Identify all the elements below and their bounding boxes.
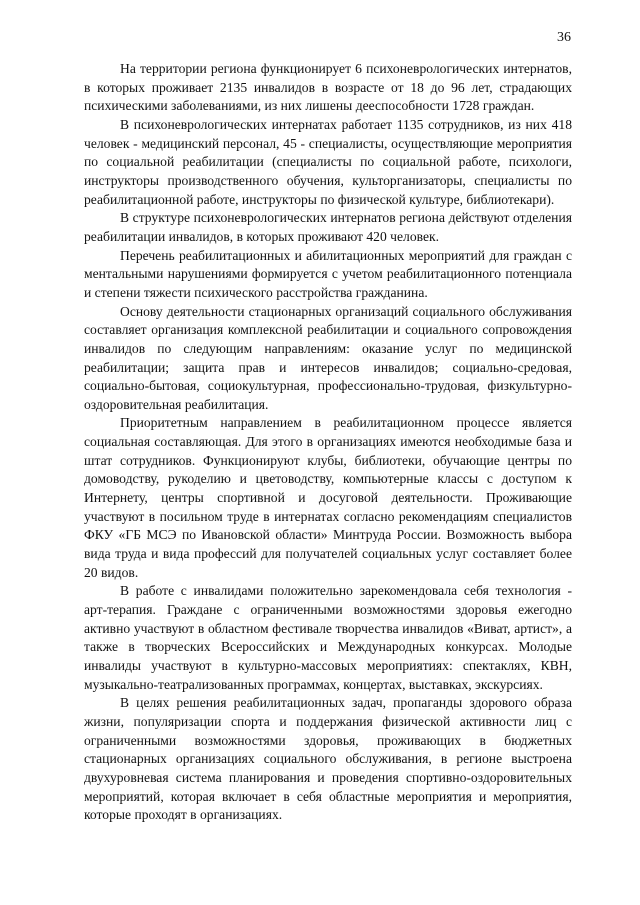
paragraph-staff: В психоневрологических интернатах работает 1135 сотрудников, из них 418 человек - медицинский персонал, 45 - специалисты, осуществляющие мероприятия по социальной реабилитации (специалисты по социальной работе, психологи, инструкторы производственного обучения, культорганизаторы, специалисты по реабилитационной работе, инструкторы по физической культуре, библиотекари). (84, 116, 572, 207)
page-number: 36 (557, 30, 571, 45)
paragraph-social-component: Приоритетным направлением в реабилитационном процессе является социальная составляющая. Для этого в организациях имеются необходимые база и штат сотрудников. Функционируют клубы, библиотеки, обучающие центры по домоводству, рукоделию и цветоводству, компьютерные классы с доступом к Интернету, центры спортивной и досуговой деятельности. Проживающие участвуют в посильном труде в интернатах согласно рекомендациям специалистов ФКУ «ГБ МСЭ по Ивановской области» Минтруда России. Возможность выбора вида труда и вида профессий для получателей социальных услуг составляет более 20 видов. (84, 415, 572, 580)
paragraph-measures-list: Перечень реабилитационных и абилитационных мероприятий для граждан с ментальными нарушениями формируется с учетом реабилитационного потенциала и степени тяжести психического расстройства гражданина. (84, 247, 572, 300)
paragraph-sports-system: В целях решения реабилитационных задач, пропаганды здорового образа жизни, популяризации спорта и поддержания физической активности лиц с ограниченными возможностями здоровья, проживающих в бюджетных стационарных организациях социального обслуживания, в регионе выстроена двухуровневая система планирования и проведения спортивно-оздоровительных мероприятий, которая включает в себя областные мероприятия и мероприятия, которые проходят в организациях. (84, 695, 572, 823)
paragraph-art-therapy: В работе с инвалидами положительно зарекомендовала себя технология - арт-терапия. Граждане с ограниченными возможностями здоровья ежегодно активно участвуют в областном фестивале творчества инвалидов «Виват, артист», а также в творческих Всероссийских и Международных конкурсах. Молодые инвалиды участвуют в культурно-массовых мероприятиях: спектаклях, КВН, музыкально-театрализованных программах, концертах, выставках, экскурсиях. (84, 583, 572, 692)
paragraph-psychoneurological-facilities: На территории региона функционирует 6 психоневрологических интернатов, в которых проживает 2135 инвалидов в возрасте от 18 до 96 лет, страдающих психическими заболеваниями, из них лишены дееспособности 1728 граждан. (84, 61, 572, 114)
document-body (84, 60, 572, 825)
paragraph-activity-basis: Основу деятельности стационарных организаций социального обслуживания составляет организация комплексной реабилитации и социального сопровождения инвалидов по следующим направлениям: оказание услуг по медицинской реабилитации; защита прав и интересов инвалидов; социально-средовая, социально-бытовая, социокультурная, профессионально-трудовая, физкультурно-оздоровительная реабилитация. (84, 303, 572, 412)
paragraph-rehabilitation-departments: В структуре психоневрологических интернатов региона действуют отделения реабилитации инвалидов, в которых проживают 420 человек. (84, 210, 572, 244)
